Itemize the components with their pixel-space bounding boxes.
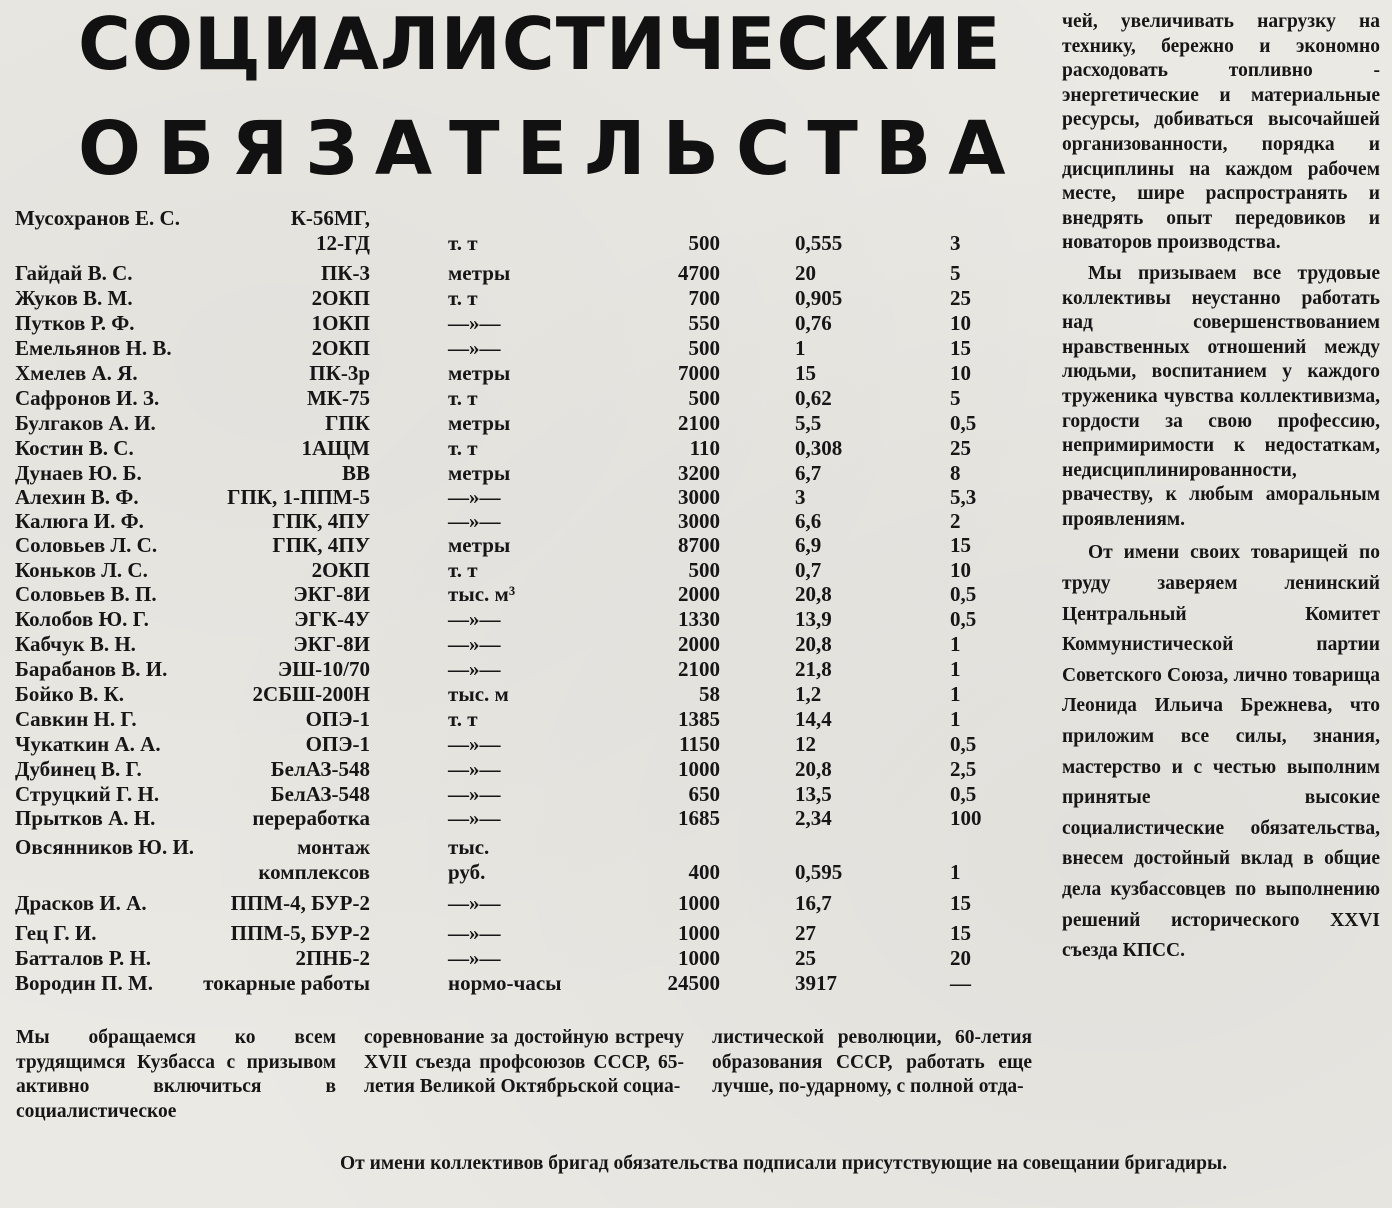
cell-plan: 500 [688,231,720,255]
cell-pct: 25 [950,286,971,310]
table-row [0,361,1040,385]
cell-unit: метры [448,261,511,285]
cell-name: Костин В. С. [15,436,134,460]
cell-equip: монтаж [297,835,370,859]
cell-ind: 0,595 [795,860,843,884]
cell-unit: т. т [448,436,478,460]
cell-unit: —»— [448,891,501,915]
cell-ind: 3 [795,485,806,509]
cell-unit: —»— [448,336,501,360]
table-row [0,311,1040,335]
table-row [0,485,1040,509]
cell-unit: нормо-часы [448,971,562,995]
cell-plan: 4700 [678,261,720,285]
cell-equip: 1ОКП [311,311,370,335]
cell-plan: 1685 [678,806,720,830]
cell-unit: —»— [448,607,501,631]
table-row [0,757,1040,781]
cell-equip: ППМ-5, БУР-2 [230,921,370,945]
cell-plan: 3000 [678,485,720,509]
cell-plan: 8700 [678,533,720,557]
table-row [0,436,1040,460]
cell-ind: 13,5 [795,782,832,806]
cell-unit: руб. [448,860,486,884]
cell-unit: метры [448,411,511,435]
cell-name: Батталов Р. Н. [15,946,152,970]
cell-unit: тыс. [448,835,490,859]
cell-ind: 6,7 [795,461,822,485]
cell-equip: ЭКГ-8И [293,632,370,656]
bottom-text-column-2: соревнование за достойную встречу XVII съезда профсоюзов СССР, 65-летия Великой Октябрьской социа- [364,1027,684,1097]
cell-unit: —»— [448,946,501,970]
cell-name: Булгаков А. И. [15,411,156,435]
cell-plan: 1385 [678,707,720,731]
cell-plan: 7000 [678,361,720,385]
table-row [0,860,1040,884]
cell-name: Барабанов В. И. [15,657,168,681]
cell-plan: 500 [688,558,720,582]
table-row [0,286,1040,310]
cell-ind: 0,308 [795,436,843,460]
cell-pct: 1 [950,657,961,681]
cell-name: Соловьев Л. С. [15,533,158,557]
table-row [0,558,1040,582]
table-row [0,657,1040,681]
cell-name: Сафронов И. З. [15,386,160,410]
paragraph: Мы призываем все трудовые коллективы неустанно работать над совершенствованием нравственных отношений между людьми, воспитанием у каждого труженика чувства коллективизма, гордости за свою профессию, непримиримости к недостаткам, недисциплинированности, рвачеству, к любым аморальным проявлениям. [1062,262,1380,530]
table-row [0,582,1040,606]
cell-plan: 400 [688,860,720,884]
cell-name: Емельянов Н. В. [15,336,172,360]
cell-name: Прытков А. Н. [15,806,156,830]
cell-ind: 6,9 [795,533,822,557]
cell-ind: 20 [795,261,816,285]
cell-unit: —»— [448,757,501,781]
cell-equip: МК-75 [306,386,370,410]
table-row [0,782,1040,806]
cell-plan: 58 [699,682,720,706]
cell-name: Соловьев В. П. [15,582,157,606]
cell-name: Хмелев А. Я. [15,361,138,385]
cell-unit: —»— [448,806,501,830]
table-row [0,806,1040,830]
cell-pct: 0,5 [950,607,977,631]
cell-name: Дубинец В. Г. [15,757,142,781]
table-row [0,732,1040,756]
paragraph: От имени своих товарищей по труду заверяем ленинский Центральный Комитет Коммунистической партии Советского Союза, лично товарища Леонида Ильича Брежнева, что приложим все силы, знания, мастерство и с честью выполним принятые высокие социалистические обязательства, внесем достойный вклад в общие дела кузбассовцев по выполнению решений исторического XXVI съезда КПСС. [1062,542,1380,962]
cell-unit: тыс. м [448,682,509,706]
cell-ind: 20,8 [795,632,832,656]
cell-unit: —»— [448,732,501,756]
cell-name: Овсянников Ю. И. [15,835,195,859]
cell-unit: метры [448,361,511,385]
cell-unit: —»— [448,632,501,656]
table-row [0,533,1040,557]
cell-equip: 12-ГД [316,231,370,255]
cell-name: Гайдай В. С. [15,261,133,285]
cell-pct: 8 [950,461,961,485]
cell-equip: 2СБШ-200Н [252,682,370,706]
cell-ind: 21,8 [795,657,832,681]
cell-ind: 1,2 [795,682,822,706]
cell-unit: т. т [448,231,478,255]
cell-pct: 10 [950,311,971,335]
cell-equip: комплексов [258,860,370,884]
cell-pct: 20 [950,946,971,970]
cell-plan: 2000 [678,632,720,656]
cell-pct: 2 [950,509,961,533]
cell-equip: ОПЭ-1 [305,732,370,756]
cell-unit: —»— [448,485,501,509]
table-row [0,891,1040,915]
cell-name: Алехин В. Ф. [15,485,139,509]
cell-name: Путков Р. Ф. [15,311,135,335]
cell-ind: 16,7 [795,891,832,915]
cell-ind: 5,5 [795,411,822,435]
cell-unit: метры [448,533,511,557]
cell-equip: ПК-3р [309,361,370,385]
cell-name: Вородин П. М. [15,971,154,995]
cell-equip: ЭКГ-8И [293,582,370,606]
table-row [0,682,1040,706]
cell-ind: 6,6 [795,509,822,533]
cell-plan: 500 [688,336,720,360]
table-row [0,336,1040,360]
cell-name: Гец Г. И. [15,921,97,945]
cell-name: Драсков И. А. [15,891,147,915]
cell-ind: 12 [795,732,816,756]
cell-plan: 1000 [678,946,720,970]
cell-name: Струцкий Г. Н. [15,782,160,806]
cell-ind: 15 [795,361,816,385]
cell-name: Жуков В. М. [15,286,133,310]
cell-name: Савкин Н. Г. [15,707,137,731]
cell-plan: 1150 [679,732,720,756]
cell-equip: 2ОКП [311,286,370,310]
cell-equip: 2ОКП [311,558,370,582]
cell-name: Колобов Ю. Г. [15,607,149,631]
cell-equip: ГПК [325,411,370,435]
cell-plan: 500 [688,386,720,410]
cell-plan: 110 [689,436,720,460]
cell-name: Бойко В. К. [15,682,125,706]
cell-pct: 1 [950,632,961,656]
bottom-text-column-3: листической революции, 60-летия образования СССР, работать еще лучше, по-ударному, с полной отда- [712,1027,1032,1097]
cell-plan: 1330 [678,607,720,631]
cell-pct: 3 [950,231,961,255]
table-row [0,206,1040,230]
cell-plan: 2000 [678,582,720,606]
cell-pct: 1 [950,682,961,706]
cell-plan: 3200 [678,461,720,485]
cell-plan: 550 [688,311,720,335]
cell-unit: —»— [448,509,501,533]
cell-unit: т. т [448,707,478,731]
cell-ind: 14,4 [795,707,832,731]
cell-unit: —»— [448,782,501,806]
table-row [0,386,1040,410]
cell-ind: 1 [795,336,806,360]
table-row [0,835,1040,859]
cell-plan: 650 [688,782,720,806]
cell-plan: 1000 [678,757,720,781]
cell-pct: 15 [950,921,971,945]
cell-pct: 1 [950,707,961,731]
cell-equip: БелАЗ-548 [270,782,370,806]
cell-pct: 1 [950,860,961,884]
bottom-text-column-1: Мы обращаемся ко всем трудящимся Кузбасса с призывом активно включиться в социалистическое [16,1027,336,1122]
cell-name: Мусохранов Е. С. [15,206,180,230]
cell-unit: т. т [448,558,478,582]
cell-equip: К-56МГ, [290,206,370,230]
headline-line-1: СОЦИАЛИСТИЧЕСКИЕ [78,2,1002,86]
cell-equip: переработка [252,806,370,830]
cell-pct: 0,5 [950,782,977,806]
cell-name: Калюга И. Ф. [15,509,144,533]
cell-ind: 0,7 [795,558,822,582]
cell-unit: тыс. м³ [448,582,516,606]
cell-ind: 0,62 [795,386,832,410]
cell-plan: 1000 [678,921,720,945]
table-row [0,411,1040,435]
cell-plan: 3000 [678,509,720,533]
cell-equip: ПК-3 [320,261,370,285]
cell-ind: 0,555 [795,231,843,255]
cell-unit: метры [448,461,511,485]
cell-equip: ВВ [341,461,370,485]
paragraph: чей, увеличивать нагрузку на технику, бережно и экономно расходовать топливно - энергетические и материальные ресурсы, добиваться высочайшей организованности, порядка и дисциплины на каждом рабочем месте, шире распространять и внедрять опыт передовиков и новаторов производства. [1062,11,1380,254]
table-row [0,261,1040,285]
table-row [0,946,1040,970]
cell-pct: 15 [950,533,971,557]
cell-ind: 0,905 [795,286,843,310]
headline-line-2: ОБЯЗАТЕЛЬСТВА [78,106,1023,192]
cell-unit: т. т [448,386,478,410]
cell-ind: 3917 [795,971,837,995]
cell-equip: 2ОКП [311,336,370,360]
cell-ind: 25 [795,946,816,970]
cell-ind: 20,8 [795,582,832,606]
cell-pct: 25 [950,436,971,460]
right-text-column [1062,10,1380,967]
cell-pct: 5 [950,261,961,285]
cell-name: Кабчук В. Н. [15,632,136,656]
table-row [0,971,1040,995]
cell-ind: 13,9 [795,607,832,631]
cell-pct: 0,5 [950,411,977,435]
cell-name: Дунаев Ю. Б. [15,461,142,485]
cell-unit: —»— [448,311,501,335]
table-row [0,632,1040,656]
cell-pct: 15 [950,891,971,915]
cell-pct: 10 [950,361,971,385]
cell-pct: 2,5 [950,757,977,781]
cell-equip: БелАЗ-548 [270,757,370,781]
cell-name: Коньков Л. С. [15,558,148,582]
cell-equip: ГПК, 1-ППМ-5 [227,485,370,509]
cell-unit: —»— [448,657,501,681]
cell-unit: —»— [448,921,501,945]
cell-pct: 0,5 [950,732,977,756]
table-row [0,461,1040,485]
table-row [0,509,1040,533]
table-row [0,707,1040,731]
cell-name: Чукаткин А. А. [15,732,161,756]
signature-note: От имени коллективов бригад обязательства подписали присутствующие на совещании бригадиры. [340,1153,1228,1174]
cell-plan: 700 [688,286,720,310]
cell-ind: 0,76 [795,311,832,335]
cell-equip: ППМ-4, БУР-2 [230,891,370,915]
cell-equip: токарные работы [203,971,370,995]
cell-ind: 2,34 [795,806,832,830]
cell-pct: 15 [950,336,971,360]
cell-pct: — [950,971,971,995]
cell-plan: 2100 [678,657,720,681]
cell-equip: ГПК, 4ПУ [272,509,370,533]
table-row [0,231,1040,255]
cell-equip: ЭГК-4У [294,607,370,631]
cell-equip: ОПЭ-1 [305,707,370,731]
cell-pct: 5 [950,386,961,410]
cell-plan: 1000 [678,891,720,915]
cell-ind: 27 [795,921,816,945]
cell-equip: 2ПНБ-2 [295,946,370,970]
cell-equip: ЭШ-10/70 [277,657,370,681]
cell-pct: 10 [950,558,971,582]
cell-plan: 24500 [667,971,720,995]
table-row [0,921,1040,945]
table-row [0,607,1040,631]
cell-pct: 0,5 [950,582,977,606]
cell-equip: ГПК, 4ПУ [272,533,370,557]
cell-pct: 5,3 [950,485,977,509]
cell-ind: 20,8 [795,757,832,781]
cell-unit: т. т [448,286,478,310]
cell-equip: 1АЩМ [301,436,370,460]
cell-plan: 2100 [678,411,720,435]
cell-pct: 100 [950,806,982,830]
